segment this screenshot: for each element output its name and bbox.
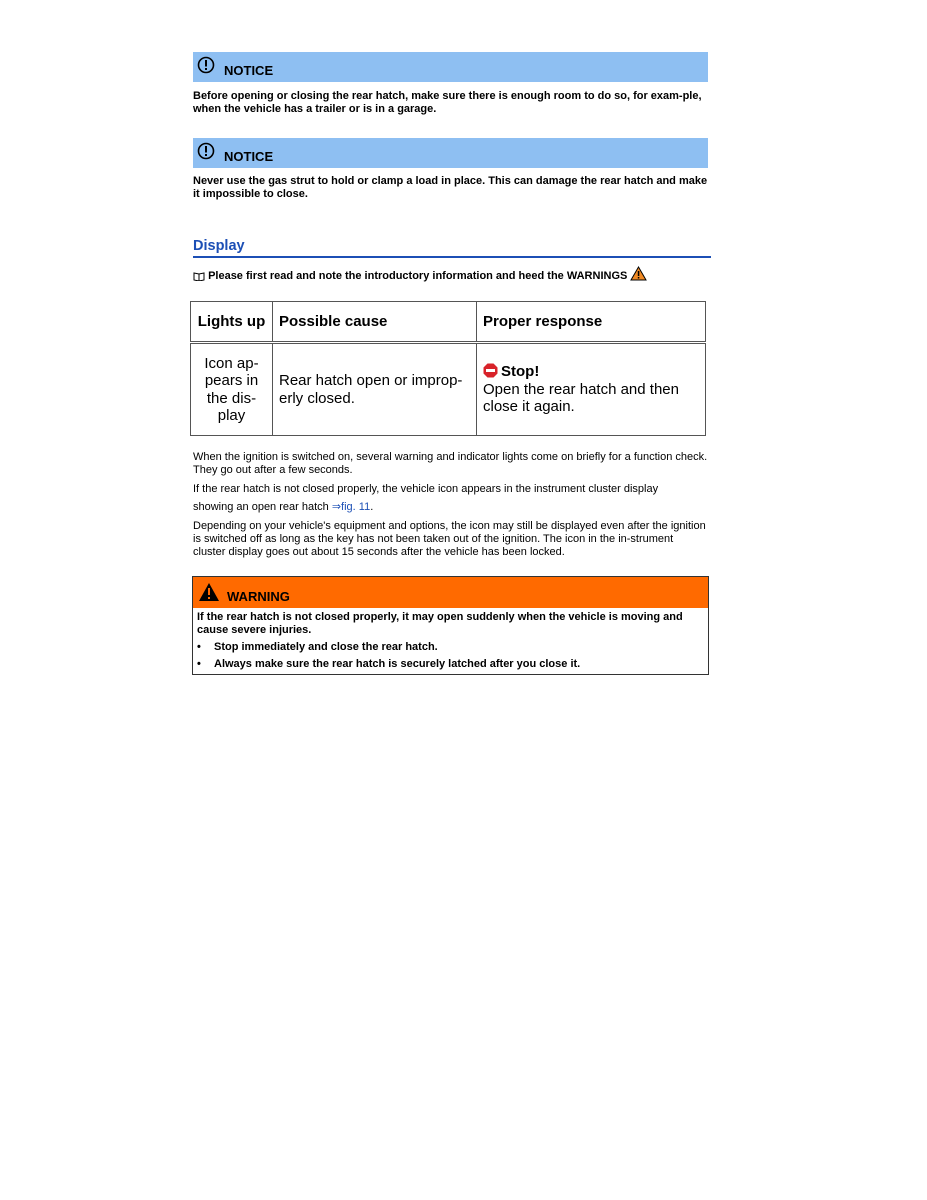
table-header-row [191, 302, 706, 343]
warning-text: If the rear hatch is not closed properly, it may open suddenly when the vehicle is moving and cause severe injuries. [197, 611, 683, 636]
paragraph-3: Depending on your vehicle's equipment and options, the icon may still be displayed even after the ignition is switched off as long as the key has not been taken out of the ignition. The icon in the in-strument cluster display goes out about 15 seconds after the vehicle has been locked. [193, 520, 706, 558]
paragraph-2-cont [193, 501, 708, 514]
warning-triangle-icon[interactable] [630, 266, 647, 281]
intro-text: Please first read and note the introductory information and heed the WARNINGS [208, 270, 628, 282]
list-item [197, 658, 705, 670]
warning-label: WARNING [227, 589, 290, 604]
table-row [191, 343, 706, 436]
list-item-text: Always make sure the rear hatch is securely latched after you close it. [214, 658, 581, 670]
bullet-icon: • [197, 658, 201, 670]
stop-heading [483, 363, 699, 381]
notice-text-2: Never use the gas strut to hold or clamp a load in place. This can damage the rear hatch and make it impossible to close. [193, 175, 708, 200]
bullet-icon: • [197, 641, 201, 653]
cell-possible-cause: Rear hatch open or improp-erly closed. [273, 343, 477, 436]
list-item-text: Stop immediately and close the rear hatch. [214, 641, 438, 653]
stop-label: Stop! [501, 363, 540, 381]
warning-header [193, 577, 708, 608]
exclamation-circle-icon [197, 142, 215, 160]
column-header-possible-cause: Possible cause [273, 302, 477, 343]
warning-triangle-icon [198, 582, 220, 602]
list-item [197, 641, 705, 653]
book-icon [193, 271, 205, 281]
figure-link[interactable]: ⇒fig. 11 [331, 501, 371, 513]
notice-header-1 [193, 52, 708, 82]
section-divider [193, 256, 711, 258]
stop-sign-icon [483, 363, 498, 378]
paragraph-2-end: . [370, 501, 374, 513]
notice-label: NOTICE [224, 63, 274, 78]
exclamation-circle-icon [197, 56, 215, 74]
paragraph-2-text: showing an open rear hatch [193, 501, 329, 513]
notice-text-1: Before opening or closing the rear hatch, make sure there is enough room to do so, for exam-ple, when the vehicle has a trailer or is in a garage. [193, 90, 702, 115]
warning-box [192, 576, 709, 675]
section-title: Display [193, 238, 245, 254]
intro-line [193, 266, 647, 282]
cell-proper-response [477, 343, 706, 436]
paragraph-1: When the ignition is switched on, several warning and indicator lights come on briefly for a function check. They go out after a few seconds. [193, 451, 708, 476]
column-header-proper-response: Proper response [477, 302, 706, 343]
display-table [190, 301, 706, 436]
paragraph-2: If the rear hatch is not closed properly, the vehicle icon appears in the instrument cluster display [193, 483, 659, 495]
response-text: Open the rear hatch and then close it again. [483, 380, 679, 416]
cell-lights-up: Icon ap-pears in the dis-play [191, 343, 273, 436]
notice-header-2 [193, 138, 708, 168]
column-header-lights-up: Lights up [191, 302, 273, 343]
notice-label: NOTICE [224, 149, 274, 164]
